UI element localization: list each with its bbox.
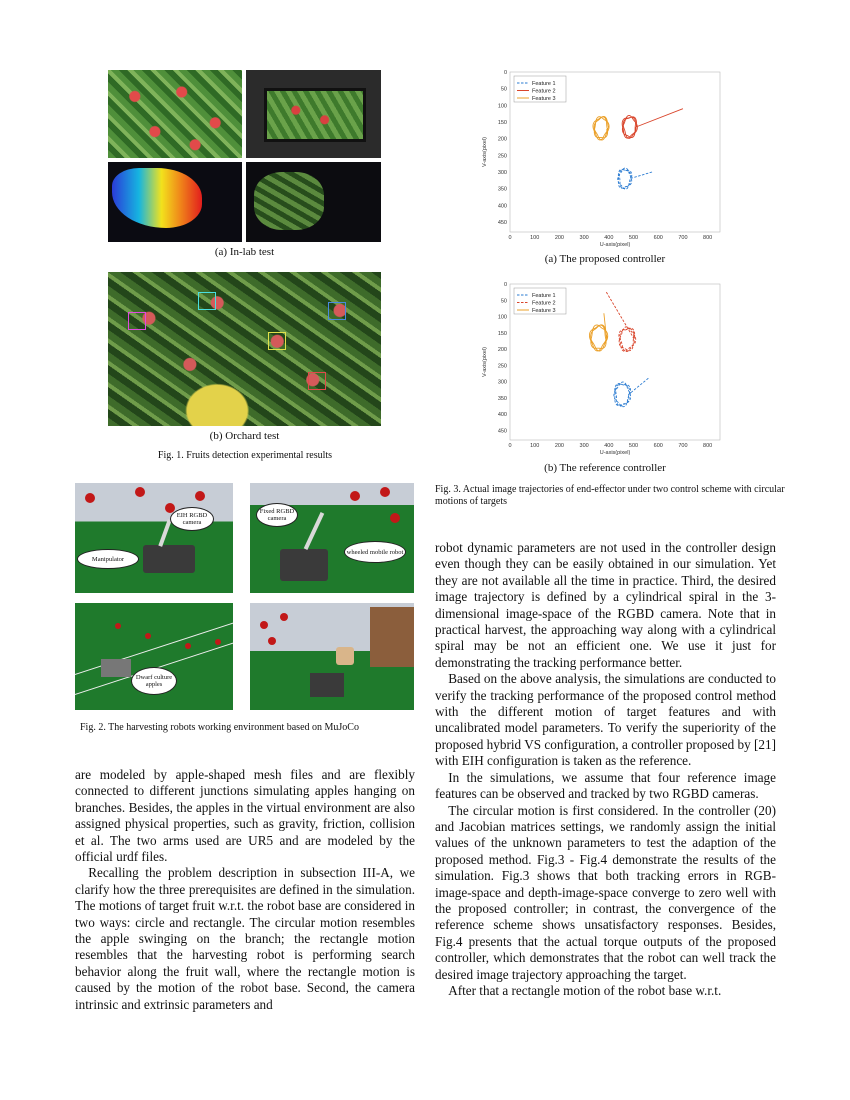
right-column-text	[435, 540, 776, 999]
x-tick-label: 0	[508, 443, 512, 449]
x-tick-label: 300	[579, 443, 589, 449]
y-tick-label: 100	[497, 103, 507, 110]
label-wheeled-robot: wheeled mobile robot	[344, 541, 406, 563]
fig2-scene-bottom-left	[75, 603, 233, 710]
y-tick-label: 300	[497, 170, 507, 176]
legend-entry: Feature 2	[532, 300, 556, 307]
y-axis-label: V-axis(pixel)	[482, 347, 488, 377]
x-tick-label: 300	[579, 235, 589, 241]
y-tick-label: 200	[497, 347, 507, 353]
y-tick-label: 50	[500, 298, 507, 305]
y-tick-label: 450	[497, 428, 507, 435]
fig1-caption: Fig. 1. Fruits detection experimental results	[157, 450, 333, 461]
fig1a-photo-lab-monitor	[246, 70, 381, 158]
x-tick-label: 800	[703, 443, 713, 449]
fig3-subcaption-b: (b) The reference controller	[544, 462, 666, 474]
legend-entry: Feature 1	[532, 293, 556, 299]
x-tick-label: 700	[678, 443, 688, 449]
legend-entry: Feature 1	[532, 81, 556, 87]
legend-entry: Feature 3	[532, 96, 556, 102]
x-tick-label: 800	[703, 235, 713, 241]
y-tick-label: 0	[503, 70, 507, 76]
y-tick-label: 250	[497, 153, 507, 160]
y-tick-label: 50	[500, 86, 507, 93]
fig1a-photo-depth-map	[108, 162, 242, 242]
x-tick-label: 700	[678, 235, 688, 241]
y-tick-label: 0	[503, 282, 507, 288]
y-tick-label: 450	[497, 220, 507, 226]
left-paragraph-2: Recalling the problem description in subsection III-A, we clarify how the three prerequisites are defined in the simulation. The motions of target fruit w.r.t. the robot base are considered in two ways: circle and rectangle. The circular motion resembles the apple swinging on the branch; the rectangle motion resembles that the harvesting robot is performing search behavior along the fruit wall, where the rectangle motion is caused by the motion of the robot base. Second, the camera intrinsic and extrinsic parameters and	[75, 865, 415, 1012]
y-tick-label: 150	[497, 120, 507, 126]
fig1a-photo-detection-top-left	[108, 70, 242, 158]
y-tick-label: 350	[497, 186, 507, 193]
y-tick-label: 150	[497, 330, 507, 337]
left-paragraph-1: are modeled by apple-shaped mesh files and are flexibly connected to different junctions simulating apples hanging on branches. Besides, the apples in the virtual environment are also assigned physical properties, such as gravity, friction, collision et al. The two arms used are UR5 and are modeled by the official urdf files.	[75, 767, 415, 865]
right-paragraph-1: robot dynamic parameters are not used in the controller design even though they can be easily obtained in our simulation. Yet they are not available all the time in practice. Third, the desired image trajectory is defined by a cylindrical spiral in the 3-dimensional image-space of the RGBD camera. Note that in practical harvest, the approaching way along with a cylindrical spiral may be not an efficient one. We use it just for demonstrating the tracking performance better.	[435, 540, 776, 670]
y-tick-label: 400	[497, 412, 507, 418]
x-tick-label: 600	[653, 443, 663, 449]
label-fixed-camera: Fixed RGBD camera	[256, 503, 298, 527]
x-tick-label: 200	[554, 443, 565, 449]
x-tick-label: 100	[530, 443, 540, 449]
fig1-subcaption-b: (b) Orchard test	[209, 430, 280, 442]
y-tick-label: 350	[497, 395, 507, 402]
legend-entry: Feature 3	[532, 308, 556, 314]
x-tick-label: 400	[604, 235, 614, 241]
y-axis-label: V-axis(pixel)	[482, 137, 488, 167]
y-tick-label: 200	[497, 136, 507, 143]
fig3b-chart	[472, 276, 732, 458]
label-manipulator: Manipulator	[77, 549, 139, 569]
fig1b-photo-orchard	[108, 272, 381, 426]
fig2-scene-top-left	[75, 483, 233, 593]
x-tick-label: 500	[628, 235, 639, 241]
fig1a-photo-segmentation	[246, 162, 381, 242]
fig2-scene-top-right	[250, 483, 414, 593]
fig2-scene-bottom-right	[250, 603, 414, 710]
right-paragraph-5: After that a rectangle motion of the robot base w.r.t.	[448, 982, 722, 998]
right-paragraph-4: The circular motion is first considered. In the controller (20) and Jacobian matrices settings, we randomly assign the initial values of the unknown parameters to test the adaption of the proposed method. Fig.3 - Fig.4 demonstrate the results of the simulation. Fig.3 shows that both tracking errors in RGB-image-space and depth-image-space converge to zero well with the proposed controller; in contrast, the convergence of the reference scheme shows unsatisfactory responses. Besides, Fig.4 presents that the actual torque outputs of the proposed controller, which demonstrates that the robot can well track the desired image trajectory approaching the target.	[435, 802, 776, 982]
left-column-text	[75, 767, 415, 1013]
x-tick-label: 400	[604, 443, 614, 449]
x-tick-label: 500	[628, 443, 639, 449]
x-axis-label: U-axis(pixel)	[599, 450, 631, 456]
x-tick-label: 0	[508, 235, 512, 241]
fig3-subcaption-a: (a) The proposed controller	[544, 253, 666, 265]
y-tick-label: 250	[497, 363, 507, 370]
x-tick-label: 600	[653, 235, 663, 241]
legend-entry: Feature 2	[532, 88, 556, 95]
x-tick-label: 200	[554, 235, 565, 241]
fig3-caption: Fig. 3. Actual image trajectories of end-effector under two control scheme with circular motions of targets	[435, 484, 785, 507]
y-tick-label: 100	[497, 314, 507, 321]
y-tick-label: 400	[497, 203, 507, 210]
right-paragraph-2: Based on the above analysis, the simulations are conducted to verify the tracking performance of the proposed control method with the different motion of target features and with uncalibrated model parameters. To verify the superiority of the proposed hybrid VS configuration, a controller proposed by [21] with EIH configuration is taken as the reference.	[435, 671, 776, 769]
y-tick-label: 300	[497, 379, 507, 386]
fig2-caption: Fig. 2. The harvesting robots working environment based on MuJoCo	[80, 722, 359, 733]
x-tick-label: 100	[530, 235, 540, 241]
label-eih-camera: EIH RGBD camera	[170, 507, 214, 531]
x-axis-label: U-axis(pixel)	[599, 242, 631, 248]
fig1-subcaption-a: (a) In-lab test	[214, 246, 275, 258]
fig3a-chart	[472, 64, 732, 250]
right-paragraph-3: In the simulations, we assume that four reference image features can be observed and tracked by two RGBD cameras.	[435, 769, 776, 802]
label-dwarf-apples: Dwarf culture apples	[131, 667, 177, 695]
